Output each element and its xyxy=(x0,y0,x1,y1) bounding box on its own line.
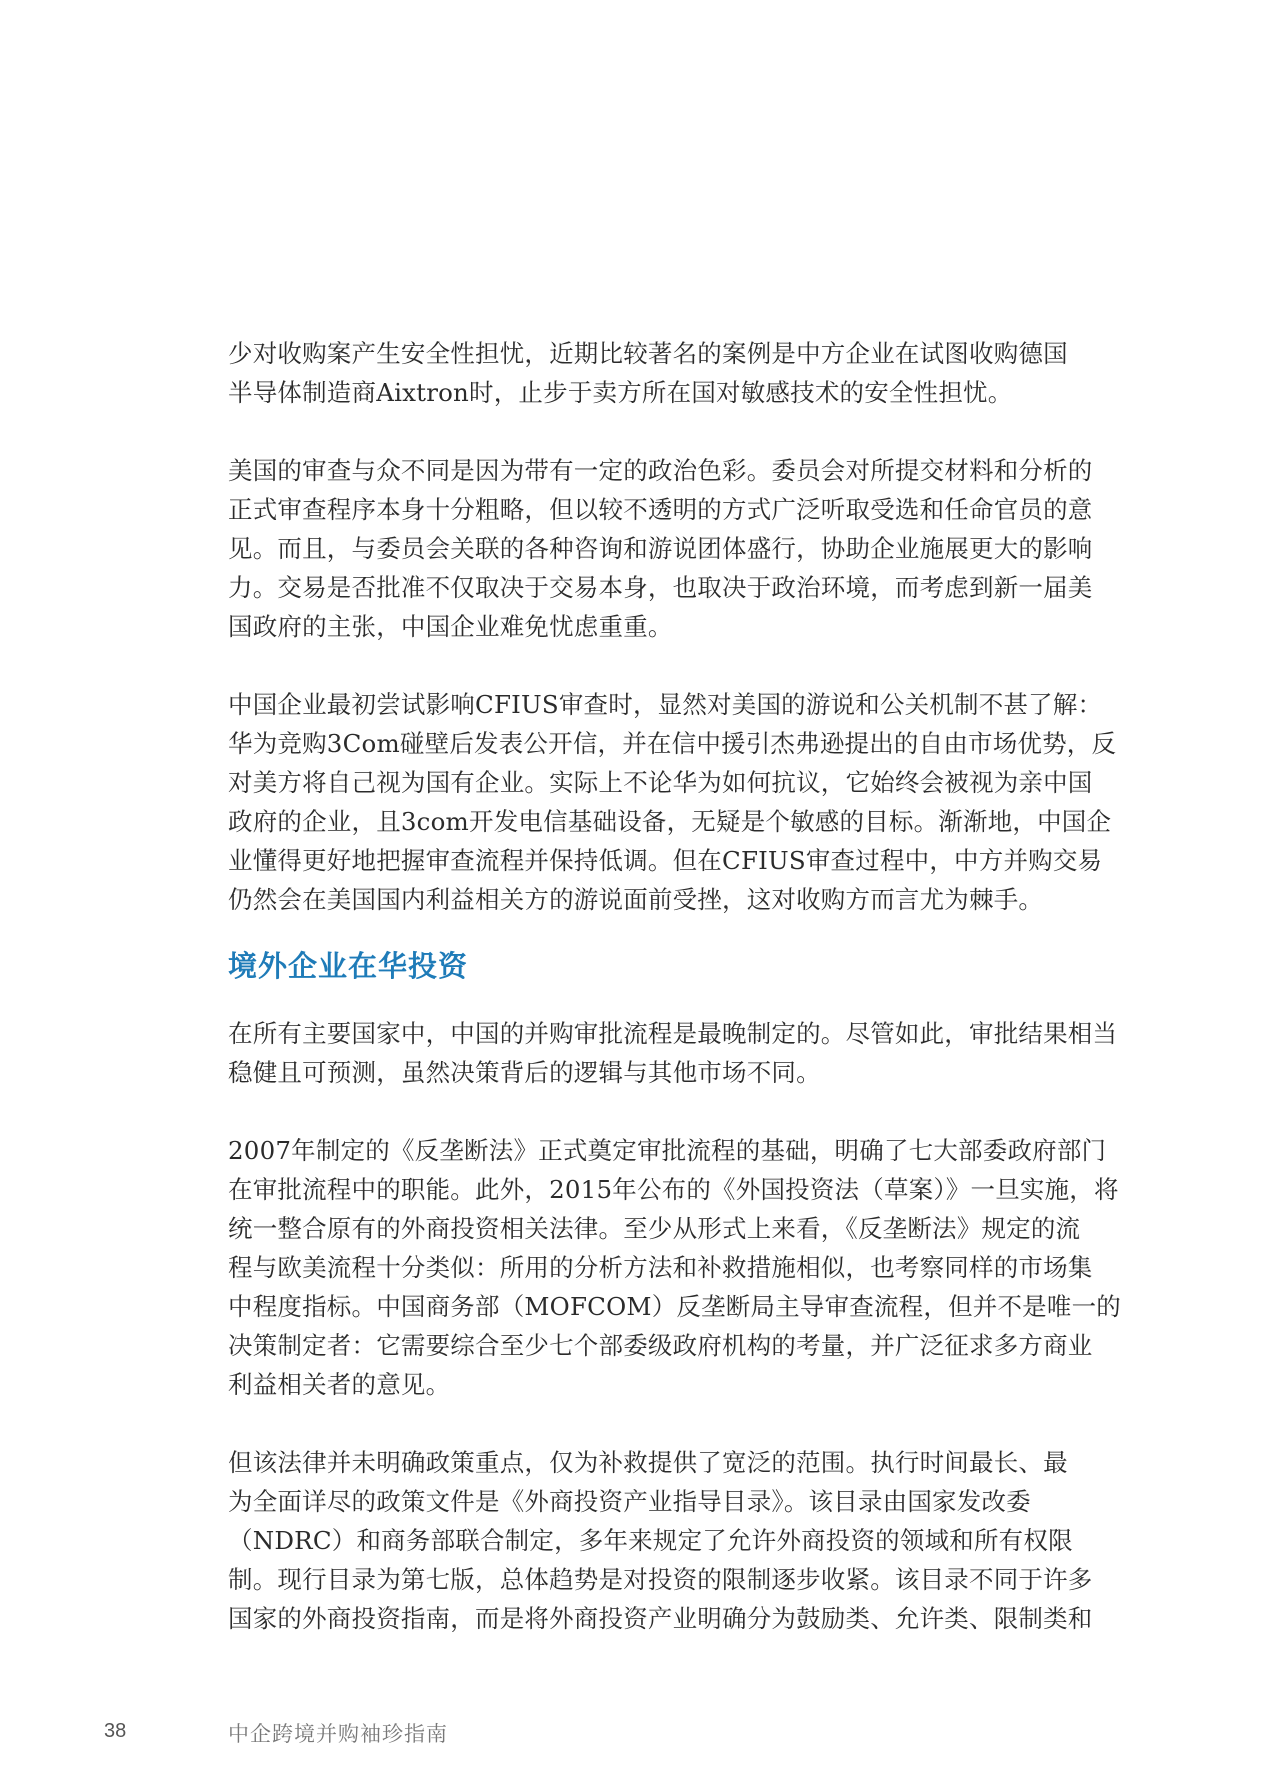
page-number: 38 xyxy=(104,1720,127,1742)
text-line: 2007年制定的《反垄断法》正式奠定审批流程的基础，明确了七大部委政府部门 xyxy=(228,1136,1107,1165)
paragraph-us-review xyxy=(228,451,1120,646)
text-line: 国政府的主张，中国企业难免忧虑重重。 xyxy=(228,612,673,641)
text-line: 统一整合原有的外商投资相关法律。至少从形式上来看，《反垄断法》规定的流 xyxy=(228,1214,1081,1243)
text-line: 但该法律并未明确政策重点，仅为补救提供了宽泛的范围。执行时间最长、最 xyxy=(228,1448,1068,1477)
text-line: 力。交易是否批准不仅取决于交易本身，也取决于政治环境，而考虑到新一届美 xyxy=(228,573,1093,602)
paragraph-aixtron xyxy=(228,334,1120,412)
text-line: 为全面详尽的政策文件是《外商投资产业指导目录》。该目录由国家发改委 xyxy=(228,1487,1031,1516)
text-line: 少对收购案产生安全性担忧，近期比较著名的案例是中方企业在试图收购德国 xyxy=(228,339,1068,368)
paragraph-antimonopoly xyxy=(228,1131,1120,1404)
text-line: 中国企业最初尝试影响CFIUS审查时，显然对美国的游说和公关机制不甚了解： xyxy=(228,690,1103,719)
text-line: 见。而且，与委员会关联的各种咨询和游说团体盛行，协助企业施展更大的影响 xyxy=(228,534,1093,563)
text-line: 对美方将自己视为国有企业。实际上不论华为如何抗议，它始终会被视为亲中国 xyxy=(228,768,1093,797)
text-line: 华为竞购3Com碰壁后发表公开信，并在信中援引杰弗逊提出的自由市场优势，反 xyxy=(228,729,1117,758)
text-line: 制。现行目录为第七版，总体趋势是对投资的限制逐步收紧。该目录不同于许多 xyxy=(228,1565,1093,1594)
footer-book-title: 中企跨境并购袖珍指南 xyxy=(228,1722,448,1746)
text-line: 政府的企业，且3com开发电信基础设备，无疑是个敏感的目标。渐渐地，中国企 xyxy=(228,807,1112,836)
section-heading: 境外企业在华投资 xyxy=(228,949,469,983)
text-line: 决策制定者：它需要综合至少七个部委级政府机构的考量，并广泛征求多方商业 xyxy=(228,1331,1093,1360)
text-line: 在审批流程中的职能。此外，2015年公布的《外国投资法（草案）》一旦实施，将 xyxy=(228,1175,1119,1204)
text-line: 仍然会在美国国内利益相关方的游说面前受挫，这对收购方而言尤为棘手。 xyxy=(228,885,1044,914)
text-line: 美国的审查与众不同是因为带有一定的政治色彩。委员会对所提交材料和分析的 xyxy=(228,456,1093,485)
text-line: 中程度指标。中国商务部（MOFCOM）反垄断局主导审查流程，但并不是唯一的 xyxy=(228,1292,1121,1321)
page-content xyxy=(228,334,1120,1638)
text-line: 稳健且可预测，虽然决策背后的逻辑与其他市场不同。 xyxy=(228,1058,821,1087)
text-line: 业懂得更好地把握审查流程并保持低调。但在CFIUS审查过程中，中方并购交易 xyxy=(228,846,1103,875)
paragraph-china-approval xyxy=(228,1014,1120,1092)
text-line: 程与欧美流程十分类似：所用的分析方法和补救措施相似，也考察同样的市场集 xyxy=(228,1253,1093,1282)
page-footer xyxy=(0,1716,1280,1752)
paragraph-cfius xyxy=(228,685,1120,919)
text-line: （NDRC）和商务部联合制定，多年来规定了允许外商投资的领域和所有权限 xyxy=(228,1526,1073,1555)
text-line: 利益相关者的意见。 xyxy=(228,1370,451,1399)
text-line: 国家的外商投资指南，而是将外商投资产业明确分为鼓励类、允许类、限制类和 xyxy=(228,1604,1093,1633)
text-line: 在所有主要国家中，中国的并购审批流程是最晚制定的。尽管如此，审批结果相当 xyxy=(228,1019,1118,1048)
paragraph-catalogue xyxy=(228,1443,1120,1638)
text-line: 正式审查程序本身十分粗略，但以较不透明的方式广泛听取受选和任命官员的意 xyxy=(228,495,1093,524)
text-line: 半导体制造商Aixtron时，止步于卖方所在国对敏感技术的安全性担忧。 xyxy=(228,378,1013,407)
